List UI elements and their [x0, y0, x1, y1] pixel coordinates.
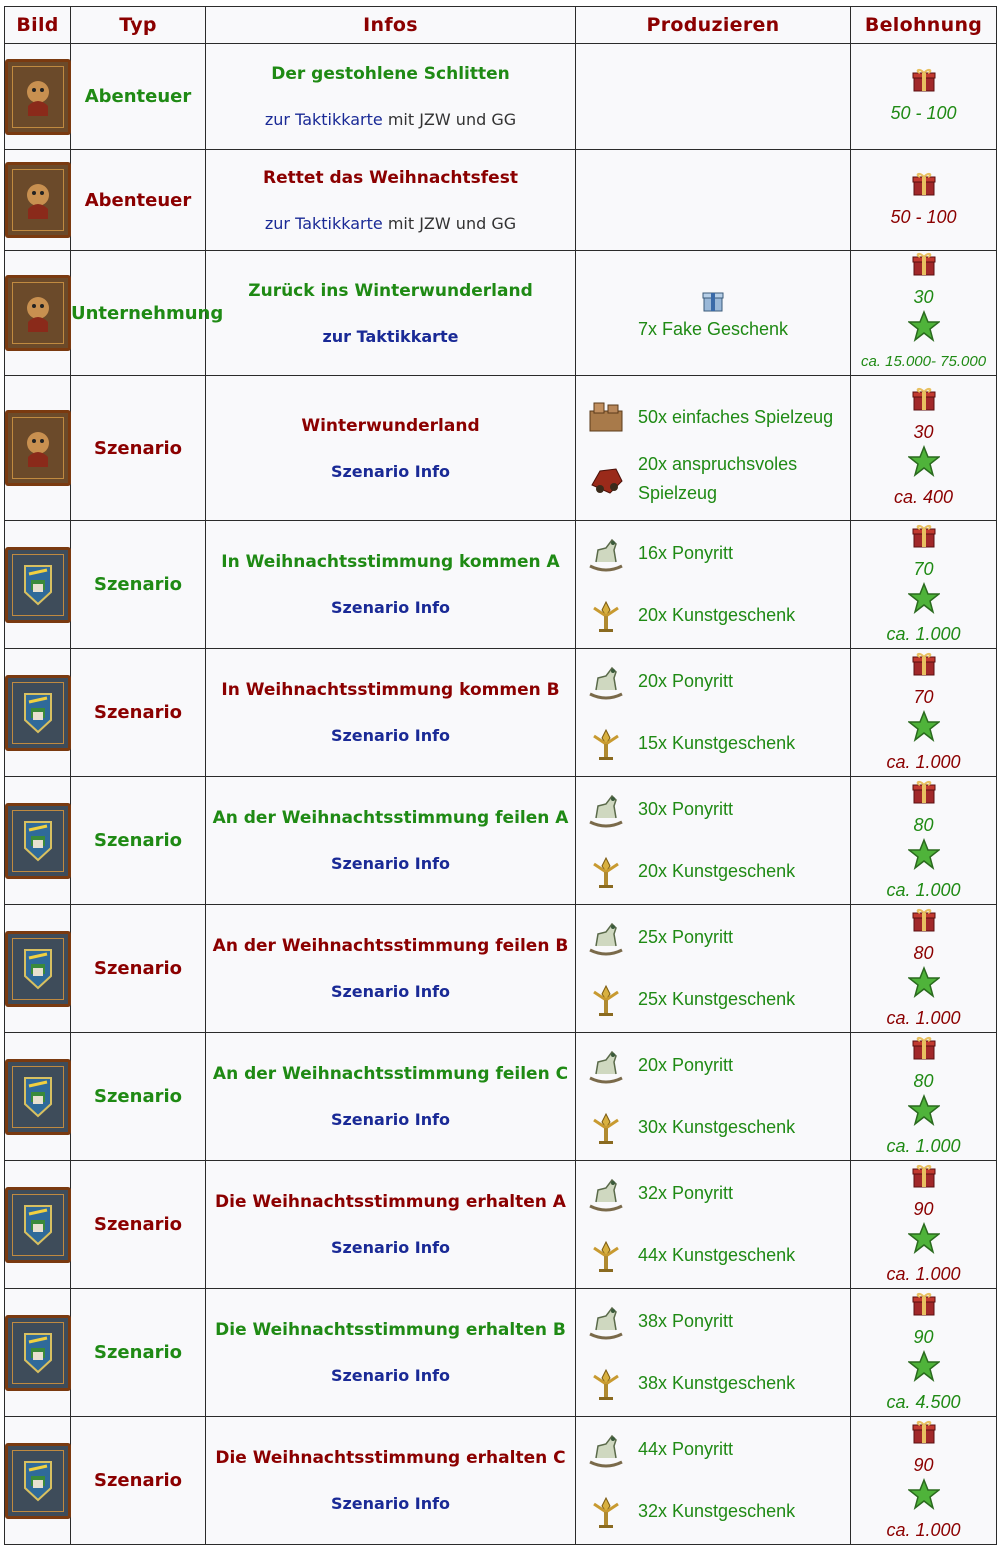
- produce-text: 20x Kunstgeschenk: [638, 861, 796, 881]
- cell-produzieren: [576, 376, 851, 521]
- art-gift-icon: [586, 724, 626, 764]
- cell-produzieren: [576, 150, 851, 251]
- quest-type: Szenario: [93, 1214, 183, 1235]
- quest-image: [5, 162, 71, 238]
- art-gift-icon: [586, 1492, 626, 1532]
- produce-text: 25x Kunstgeschenk: [638, 989, 796, 1009]
- produce-text: 15x Kunstgeschenk: [638, 733, 796, 753]
- star-reward: ca. 1.000: [886, 623, 961, 644]
- cell-belohnung: [851, 1417, 997, 1545]
- scenario-info-link[interactable]: Szenario Info: [330, 1494, 451, 1513]
- star-reward: ca. 1.000: [886, 751, 961, 772]
- table-row: [5, 251, 997, 376]
- cell-infos: [206, 150, 576, 251]
- produce-text: 30x Ponyritt: [638, 799, 734, 819]
- cell-infos: [206, 1033, 576, 1161]
- star-icon: [851, 445, 996, 484]
- cell-typ: [71, 1289, 206, 1417]
- pony-ride-icon: [586, 790, 626, 830]
- cell-bild: [5, 1033, 71, 1161]
- star-reward: ca. 1.000: [886, 1135, 961, 1156]
- gift-icon: [851, 1419, 996, 1452]
- table-row: [5, 1033, 997, 1161]
- cell-bild: [5, 1289, 71, 1417]
- quest-title: Zurück ins Winterwunderland: [248, 280, 533, 301]
- cell-bild: [5, 1417, 71, 1545]
- quest-title: In Weihnachtsstimmung kommen B: [221, 680, 560, 700]
- gift-reward: 50 - 100: [890, 206, 957, 227]
- cell-belohnung: [851, 649, 997, 777]
- gift-reward: 90: [913, 1326, 934, 1347]
- star-icon: [851, 1222, 996, 1261]
- produce-text: 7x Fake Geschenk: [637, 319, 789, 339]
- cell-belohnung: [851, 150, 997, 251]
- scenario-info-link[interactable]: Szenario Info: [330, 1110, 451, 1129]
- gift-icon: [851, 67, 996, 100]
- cell-typ: [71, 649, 206, 777]
- gift-icon: [851, 651, 996, 684]
- quest-image: [5, 931, 71, 1007]
- cell-bild: [5, 649, 71, 777]
- tactic-map-link[interactable]: zur Taktikkarte: [264, 110, 383, 129]
- scenario-info-link[interactable]: Szenario Info: [330, 982, 451, 1001]
- produce-text: 20x Ponyritt: [638, 671, 734, 691]
- art-gift-icon: [586, 596, 626, 636]
- gift-reward: 50 - 100: [890, 103, 957, 123]
- art-gift-icon: [586, 980, 626, 1020]
- cell-produzieren: [576, 1417, 851, 1545]
- cell-produzieren: [576, 251, 851, 376]
- quest-image: [5, 1059, 71, 1135]
- cell-infos: [206, 251, 576, 376]
- cell-bild: [5, 44, 71, 150]
- cell-produzieren: [576, 521, 851, 649]
- quest-image: [5, 1315, 71, 1391]
- tactic-map-link[interactable]: zur Taktikkarte: [264, 213, 383, 233]
- cell-belohnung: [851, 1161, 997, 1289]
- gift-reward: 90: [913, 1198, 934, 1219]
- gift-reward: 30: [913, 422, 934, 442]
- header-produzieren: Produzieren: [576, 7, 851, 44]
- cell-typ: [71, 521, 206, 649]
- pony-ride-icon: [586, 918, 626, 958]
- quest-type: Abenteuer: [84, 189, 192, 211]
- quest-title: Der gestohlene Schlitten: [271, 64, 510, 84]
- cell-belohnung: [851, 1289, 997, 1417]
- gift-icon: [851, 386, 996, 419]
- star-reward: ca. 400: [893, 487, 954, 507]
- scenario-info-link[interactable]: Szenario Info: [330, 598, 451, 617]
- produce-text: 38x Kunstgeschenk: [638, 1373, 796, 1393]
- scenario-info-link[interactable]: Szenario Info: [330, 461, 451, 481]
- produce-text: 32x Kunstgeschenk: [638, 1501, 796, 1521]
- pony-ride-icon: [586, 1046, 626, 1086]
- gift-icon: [851, 171, 996, 204]
- art-gift-icon: [586, 1108, 626, 1148]
- star-reward: ca. 1.000: [886, 1519, 961, 1540]
- cell-infos: [206, 521, 576, 649]
- star-icon: [851, 1478, 996, 1517]
- quest-image: [5, 675, 71, 751]
- cell-typ: [71, 1033, 206, 1161]
- cell-bild: [5, 376, 71, 521]
- star-reward: ca. 1.000: [886, 879, 961, 900]
- cell-produzieren: [576, 1289, 851, 1417]
- cell-bild: [5, 150, 71, 251]
- gift-icon: [851, 1035, 996, 1068]
- tactic-map-link[interactable]: zur Taktikkarte: [322, 326, 459, 346]
- star-icon: [851, 838, 996, 877]
- fake-gift-icon: [576, 286, 850, 319]
- gift-reward: 80: [913, 1070, 934, 1091]
- cell-typ: [71, 376, 206, 521]
- cell-infos: [206, 44, 576, 150]
- produce-text: 50x einfaches Spielzeug: [638, 406, 834, 427]
- cell-produzieren: [576, 1033, 851, 1161]
- pony-ride-icon: [586, 1302, 626, 1342]
- produce-text: 16x Ponyritt: [638, 543, 734, 563]
- quest-image: [5, 59, 71, 135]
- cell-belohnung: [851, 1033, 997, 1161]
- gift-reward: 80: [913, 814, 934, 835]
- star-icon: [851, 1094, 996, 1133]
- cell-typ: [71, 150, 206, 251]
- quest-title: Die Weihnachtsstimmung erhalten A: [215, 1192, 566, 1212]
- table-row: [5, 44, 997, 150]
- produce-text: 32x Ponyritt: [638, 1183, 734, 1203]
- cell-belohnung: [851, 44, 997, 150]
- cell-infos: [206, 905, 576, 1033]
- gift-icon: [851, 907, 996, 940]
- gift-icon: [851, 1291, 996, 1324]
- star-icon: [851, 582, 996, 621]
- star-icon: [851, 966, 996, 1005]
- cell-typ: [71, 44, 206, 150]
- quest-type: Unternehmung: [71, 302, 224, 324]
- cell-belohnung: [851, 521, 997, 649]
- cell-produzieren: [576, 905, 851, 1033]
- produce-text: 20x anspruchsvoles Spielzeug: [638, 454, 798, 503]
- produce-text: 20x Ponyritt: [638, 1055, 734, 1075]
- produce-text: 44x Ponyritt: [638, 1439, 734, 1459]
- table-row: [5, 1417, 997, 1545]
- table-row: [5, 376, 997, 521]
- quest-title: Rettet das Weihnachtsfest: [263, 167, 518, 188]
- cell-typ: [71, 1161, 206, 1289]
- cell-bild: [5, 777, 71, 905]
- gift-icon: [851, 1163, 996, 1196]
- gift-reward: 30: [913, 287, 934, 307]
- quest-image: [5, 1187, 71, 1263]
- cell-typ: [71, 777, 206, 905]
- produce-text: 30x Kunstgeschenk: [638, 1117, 796, 1137]
- quest-title: In Weihnachtsstimmung kommen A: [221, 552, 560, 572]
- cell-infos: [206, 649, 576, 777]
- quest-type: Szenario: [93, 702, 183, 723]
- art-gift-icon: [586, 1236, 626, 1276]
- table-row: [5, 1161, 997, 1289]
- quest-type: Szenario: [93, 958, 183, 979]
- quest-title: An der Weihnachtsstimmung feilen A: [212, 808, 569, 828]
- quest-title: Die Weihnachtsstimmung erhalten C: [215, 1448, 566, 1468]
- quest-type: Szenario: [93, 437, 183, 459]
- table-row: [5, 150, 997, 251]
- cell-infos: [206, 376, 576, 521]
- star-reward: ca. 15.000- 75.000: [860, 353, 987, 370]
- quest-image: [5, 1443, 71, 1519]
- quest-type: Szenario: [93, 830, 183, 851]
- pony-ride-icon: [586, 662, 626, 702]
- gift-reward: 80: [913, 942, 934, 963]
- quest-title: Winterwunderland: [301, 415, 480, 436]
- pony-ride-icon: [586, 534, 626, 574]
- gift-icon: [851, 251, 996, 284]
- cell-belohnung: [851, 251, 997, 376]
- scenario-info-link[interactable]: Szenario Info: [330, 726, 451, 745]
- star-icon: [851, 1350, 996, 1389]
- pony-ride-icon: [586, 1174, 626, 1214]
- table-row: [5, 1289, 997, 1417]
- quest-title: An der Weihnachtsstimmung feilen B: [212, 936, 569, 956]
- header-infos: Infos: [206, 7, 576, 44]
- star-reward: ca. 1.000: [886, 1007, 961, 1028]
- produce-text: 44x Kunstgeschenk: [638, 1245, 796, 1265]
- header-belohnung: Belohnung: [851, 7, 997, 44]
- produce-text: 25x Ponyritt: [638, 927, 734, 947]
- cell-belohnung: [851, 905, 997, 1033]
- gift-reward: 90: [913, 1454, 934, 1475]
- gift-reward: 70: [913, 558, 934, 579]
- cell-typ: [71, 905, 206, 1033]
- cell-typ: [71, 1417, 206, 1545]
- cell-bild: [5, 251, 71, 376]
- cell-bild: [5, 521, 71, 649]
- header-typ: Typ: [71, 7, 206, 44]
- art-gift-icon: [586, 1364, 626, 1404]
- quest-type: Szenario: [93, 574, 183, 595]
- cell-produzieren: [576, 777, 851, 905]
- quest-image: [5, 275, 71, 351]
- table-row: [5, 649, 997, 777]
- table-row: [5, 777, 997, 905]
- art-gift-icon: [586, 852, 626, 892]
- gift-icon: [851, 523, 996, 556]
- quest-type: Szenario: [93, 1470, 183, 1491]
- cell-typ: [71, 251, 224, 376]
- fancy-toy-icon: [586, 459, 626, 499]
- gift-reward: 70: [913, 686, 934, 707]
- cell-belohnung: [851, 777, 997, 905]
- cell-infos: [206, 777, 576, 905]
- cell-produzieren: [576, 649, 851, 777]
- header-bild: Bild: [5, 7, 71, 44]
- quest-title: An der Weihnachtsstimmung feilen C: [212, 1064, 569, 1084]
- quest-image: [5, 803, 71, 879]
- table-row: [5, 905, 997, 1033]
- quest-type: Abenteuer: [84, 86, 192, 107]
- cell-infos: [206, 1289, 576, 1417]
- cell-produzieren: [576, 1161, 851, 1289]
- quest-type: Szenario: [93, 1342, 183, 1363]
- star-icon: [851, 710, 996, 749]
- quest-image: [5, 547, 71, 623]
- quest-image: [5, 410, 71, 486]
- scenario-info-link[interactable]: Szenario Info: [330, 854, 451, 873]
- cell-bild: [5, 905, 71, 1033]
- simple-toy-icon: [586, 397, 626, 437]
- header-row: [5, 7, 997, 44]
- cell-produzieren: [576, 44, 851, 150]
- quest-title: Die Weihnachtsstimmung erhalten B: [215, 1320, 566, 1340]
- quest-table: [4, 6, 997, 1545]
- star-reward: ca. 1.000: [886, 1263, 961, 1284]
- table-row: [5, 521, 997, 649]
- produce-text: 38x Ponyritt: [638, 1311, 734, 1331]
- quest-type: Szenario: [93, 1086, 183, 1107]
- cell-belohnung: [851, 376, 997, 521]
- scenario-info-link[interactable]: Szenario Info: [330, 1366, 451, 1385]
- cell-infos: [206, 1161, 576, 1289]
- scenario-info-link[interactable]: Szenario Info: [330, 1238, 451, 1257]
- gift-icon: [851, 779, 996, 812]
- cell-infos: [206, 1417, 576, 1545]
- link-suffix: mit JZW und GG: [382, 213, 517, 233]
- star-icon: [851, 310, 996, 349]
- cell-bild: [5, 1161, 71, 1289]
- link-suffix: mit JZW und GG: [382, 110, 517, 129]
- pony-ride-icon: [586, 1430, 626, 1470]
- produce-text: 20x Kunstgeschenk: [638, 605, 796, 625]
- star-reward: ca. 4.500: [886, 1391, 961, 1412]
